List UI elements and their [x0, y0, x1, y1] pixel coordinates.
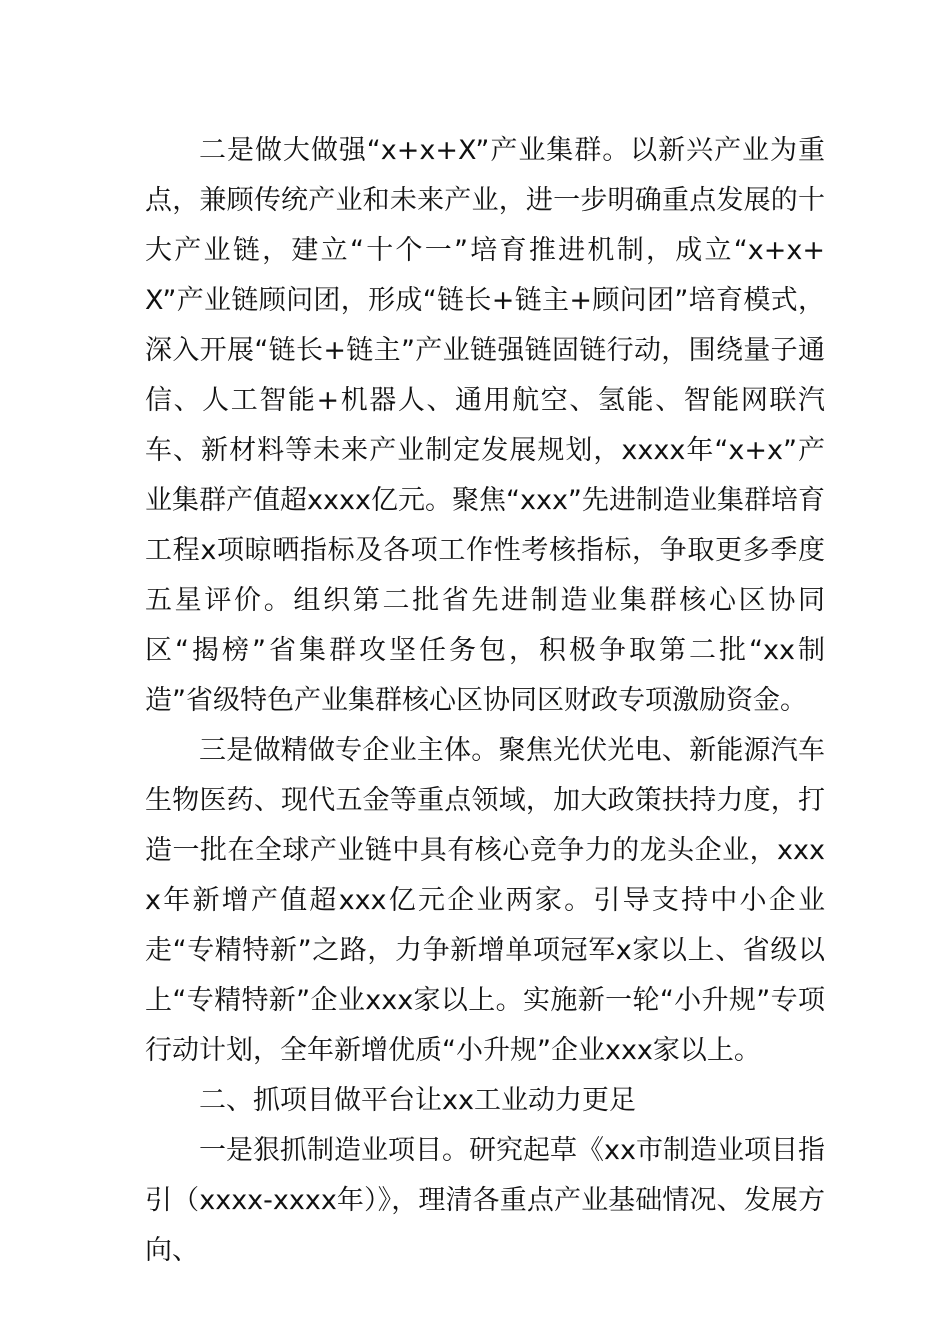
section-heading-projects-platforms: 二、抓项目做平台让xx工业动力更足 — [199, 1085, 636, 1116]
paragraph-manufacturing-projects: 一是狠抓制造业项目。研究起草《xx市制造业项目指引（xxxx-xxxx年）》，理清各重点产业基础情况、发展方向、 — [145, 1135, 825, 1266]
paragraph-industry-clusters: 二是做大做强“x+x+X”产业集群。以新兴产业为重点，兼顾传统产业和未来产业，进一步明确重点发展的十大产业链，建立“十个一”培育推进机制，成立“x+x+X”产业链顾问团，形成“链长+链主+顾问团”培育模式，深入开展“链长+链主”产业链强链固链行动，围绕量子通信、人工智能+机器人、通用航空、氢能、智能网联汽车、新材料等未来产业制定发展规划，xxxx年“x+x”产业集群产值超xxxx亿元。聚焦“xxx”先进制造业集群培育工程x项晾晒指标及各项工作性考核指标，争取更多季度五星评价。组织第二批省先进制造业集群核心区协同区“揭榜”省集群攻坚任务包，积极争取第二批“xx制造”省级特色产业集群核心区协同区财政专项激励资金。 — [145, 135, 825, 716]
document-body — [145, 126, 825, 1276]
paragraph-enterprise-entities: 三是做精做专企业主体。聚焦光伏光电、新能源汽车生物医药、现代五金等重点领域，加大政策扶持力度，打造一批在全球产业链中具有核心竞争力的龙头企业，xxxx年新增产值超xxx亿元企业两家。引导支持中小企业走“专精特新”之路，力争新增单项冠军x家以上、省级以上“专精特新”企业xxx家以上。实施新一轮“小升规”专项行动计划，全年新增优质“小升规”企业xxx家以上。 — [145, 735, 825, 1066]
